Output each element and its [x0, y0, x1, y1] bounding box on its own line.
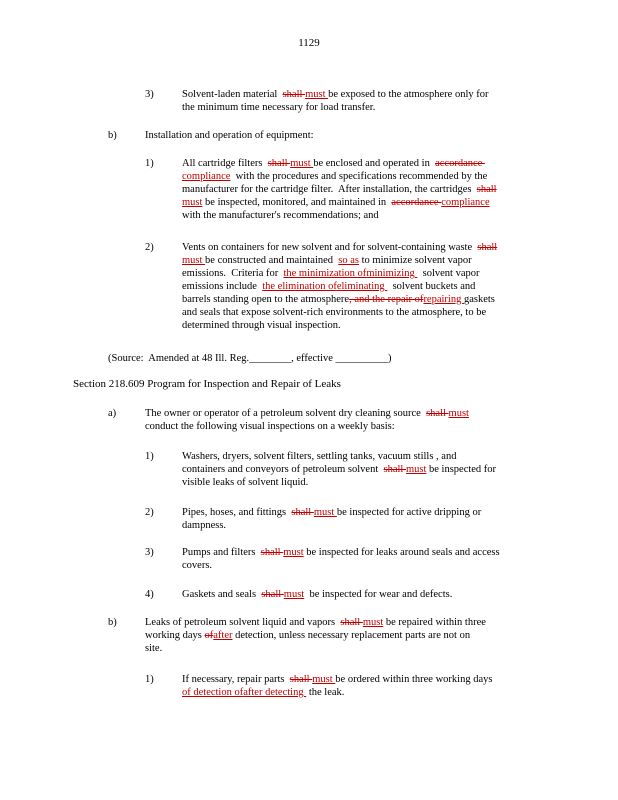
text-run: visible leaks of solvent liquid. — [182, 477, 309, 488]
text-run: be repaired within three — [383, 617, 486, 628]
deleted-text: accordance — [391, 197, 442, 208]
inserted-text: so as — [338, 255, 360, 266]
text-line — [182, 559, 500, 572]
section-a2-text — [182, 506, 481, 532]
text-run: manufacturer for the cartridge filter. After installation, the cartridges — [182, 184, 477, 195]
inserted-text: the minimization of — [283, 268, 367, 279]
text-run: be constructed and maintained — [205, 255, 339, 266]
item-b-marker: b) — [108, 130, 117, 141]
inserted-text: after detecting — [243, 687, 307, 698]
inserted-text: compliance — [182, 171, 231, 182]
text-line — [182, 241, 497, 254]
section-a1-marker: 1) — [145, 451, 154, 462]
text-run: If necessary, repair parts — [182, 674, 290, 685]
text-run: All cartridge filters — [182, 158, 268, 169]
text-line — [182, 170, 497, 183]
item-a3-marker: 3) — [145, 89, 154, 100]
inserted-text: must — [448, 408, 469, 419]
inserted-text: must — [283, 589, 305, 600]
text-line — [182, 686, 492, 699]
text-run: containers and conveyors of petroleum solvent — [182, 464, 384, 475]
item-b2-text — [182, 241, 497, 332]
section-a-text — [145, 407, 469, 433]
text-run: to minimize solvent vapor — [359, 255, 472, 266]
text-line — [182, 546, 500, 559]
text-line — [182, 588, 452, 601]
text-run: detection, unless necessary replacement parts are not on — [232, 630, 471, 641]
text-line — [182, 519, 481, 532]
section-a4-text — [182, 588, 452, 601]
deleted-text: accordance — [435, 158, 485, 169]
section-b-text — [145, 616, 486, 655]
deleted-text: shall — [477, 242, 498, 253]
deleted-text: , and — [349, 294, 373, 305]
text-run: ________ — [249, 353, 292, 364]
text-run: Solvent-laden material — [182, 89, 283, 100]
text-line — [182, 157, 497, 170]
inserted-text: must — [283, 547, 304, 558]
text-line — [182, 463, 496, 476]
text-run: site. — [145, 643, 163, 654]
text-line — [182, 306, 497, 319]
text-run: emissions. Criteria for — [182, 268, 284, 279]
text-run: be inspected for — [426, 464, 497, 475]
text-run: __________ — [335, 353, 389, 364]
text-run: ) — [388, 353, 392, 364]
text-run: determined through visual inspection. — [182, 320, 341, 331]
inserted-text: repairing — [423, 294, 464, 305]
text-run: working days — [145, 630, 205, 641]
text-run: be ordered within three working days — [335, 674, 493, 685]
text-line — [145, 420, 469, 433]
inserted-text: after — [213, 630, 233, 641]
deleted-text: shall — [291, 507, 314, 518]
text-run: gaskets — [463, 294, 495, 305]
inserted-text: must — [182, 255, 206, 266]
text-run: (Source: Amended at 48 Ill. Reg. — [108, 353, 250, 364]
inserted-text: must — [182, 197, 203, 208]
text-line — [108, 352, 392, 365]
item-b1-text — [182, 157, 497, 222]
section-b1-marker: 1) — [145, 674, 154, 685]
text-run: be exposed to the atmosphere only for — [328, 89, 489, 100]
inserted-text: must — [305, 89, 329, 100]
page-number: 1129 — [298, 37, 320, 49]
deleted-text: shall — [426, 408, 449, 419]
text-run: be inspected for active dripping or — [336, 507, 482, 518]
section-a4-marker: 4) — [145, 589, 154, 600]
text-line — [145, 616, 486, 629]
section-a-marker: a) — [108, 408, 117, 419]
inserted-text: of detection of — [182, 687, 244, 698]
text-line — [182, 183, 497, 196]
section-heading: Section 218.609 Program for Inspection and Repair of Leaks — [73, 378, 341, 390]
text-run: the leak. — [306, 687, 345, 698]
text-line — [145, 629, 486, 642]
text-run: conduct the following visual inspections on a weekly basis: — [145, 421, 395, 432]
deleted-text: shall — [289, 674, 313, 685]
text-run: dampness. — [182, 520, 227, 531]
text-line — [182, 293, 497, 306]
text-run: The owner or operator of a petroleum solvent dry cleaning source — [145, 408, 427, 419]
item-a3-text — [182, 88, 488, 114]
inserted-text: the elimination of — [262, 281, 337, 292]
text-run: be inspected for leaks around seals and access — [303, 547, 500, 558]
text-run: be enclosed and operated in — [313, 158, 436, 169]
text-run: Vents on containers for new solvent and for solvent-containing waste — [182, 242, 478, 253]
inserted-text: compliance — [441, 197, 490, 208]
text-line — [182, 280, 497, 293]
deleted-text: shall — [476, 184, 497, 195]
inserted-text: minimizing — [366, 268, 418, 279]
text-run: with the manufacturer's recommendations; and — [182, 210, 379, 221]
text-line — [182, 196, 497, 209]
section-a3-marker: 3) — [145, 547, 154, 558]
inserted-text: must — [290, 158, 314, 169]
text-line — [145, 407, 469, 420]
text-run: solvent buckets and — [387, 281, 476, 292]
text-line — [182, 673, 492, 686]
text-line — [182, 209, 497, 222]
text-line — [182, 450, 496, 463]
deleted-text: shall — [383, 464, 406, 475]
section-a3-text — [182, 546, 500, 572]
text-run: the minimum time necessary for load transfer. — [182, 102, 376, 113]
deleted-text: shall — [267, 158, 291, 169]
text-run: with the procedures and specifications recommended by the — [230, 171, 488, 182]
text-run: Leaks of petroleum solvent liquid and vapors — [145, 617, 341, 628]
section-b-marker: b) — [108, 617, 117, 628]
deleted-text: shall — [340, 617, 363, 628]
text-line — [145, 642, 486, 655]
text-run: covers. — [182, 560, 213, 571]
text-run: Pipes, hoses, and fittings — [182, 507, 292, 518]
text-line — [182, 254, 497, 267]
section-a2-marker: 2) — [145, 507, 154, 518]
deleted-text: shall — [260, 547, 284, 558]
text-run: Installation and operation of equipment: — [145, 130, 314, 141]
text-line — [182, 267, 497, 280]
section-a1-text — [182, 450, 496, 489]
text-line — [182, 319, 497, 332]
inserted-text: must — [405, 464, 427, 475]
section-b1-text — [182, 673, 492, 699]
inserted-text: must — [313, 507, 337, 518]
text-line — [182, 506, 481, 519]
text-run: and seals that expose solvent-rich environments to the atmosphere, to be — [182, 307, 487, 318]
item-b-text — [145, 129, 314, 142]
text-run: be inspected, monitored, and maintained in — [202, 197, 392, 208]
deleted-text: shall — [261, 589, 284, 600]
text-run: emissions include — [182, 281, 263, 292]
text-run: barrels standing open to the atmosphere — [182, 294, 350, 305]
deleted-text: the repair of — [372, 294, 424, 305]
inserted-text: must — [312, 674, 336, 685]
text-run: solvent vapor — [417, 268, 480, 279]
item-b1-marker: 1) — [145, 158, 154, 169]
source-note — [108, 352, 392, 365]
text-line — [145, 129, 314, 142]
text-run: Gaskets and seals — [182, 589, 262, 600]
deleted-text: of — [204, 630, 214, 641]
deleted-text: shall — [282, 89, 306, 100]
item-b2-marker: 2) — [145, 242, 154, 253]
text-line — [182, 88, 488, 101]
text-run: , effective — [291, 353, 336, 364]
text-line — [182, 476, 496, 489]
text-run: Pumps and filters — [182, 547, 261, 558]
inserted-text: eliminating — [336, 281, 388, 292]
text-run: be inspected for wear and defects. — [304, 589, 453, 600]
text-line — [182, 101, 488, 114]
inserted-text: must — [362, 617, 384, 628]
text-run: Washers, dryers, solvent filters, settling tanks, vacuum stills , and — [182, 451, 457, 462]
